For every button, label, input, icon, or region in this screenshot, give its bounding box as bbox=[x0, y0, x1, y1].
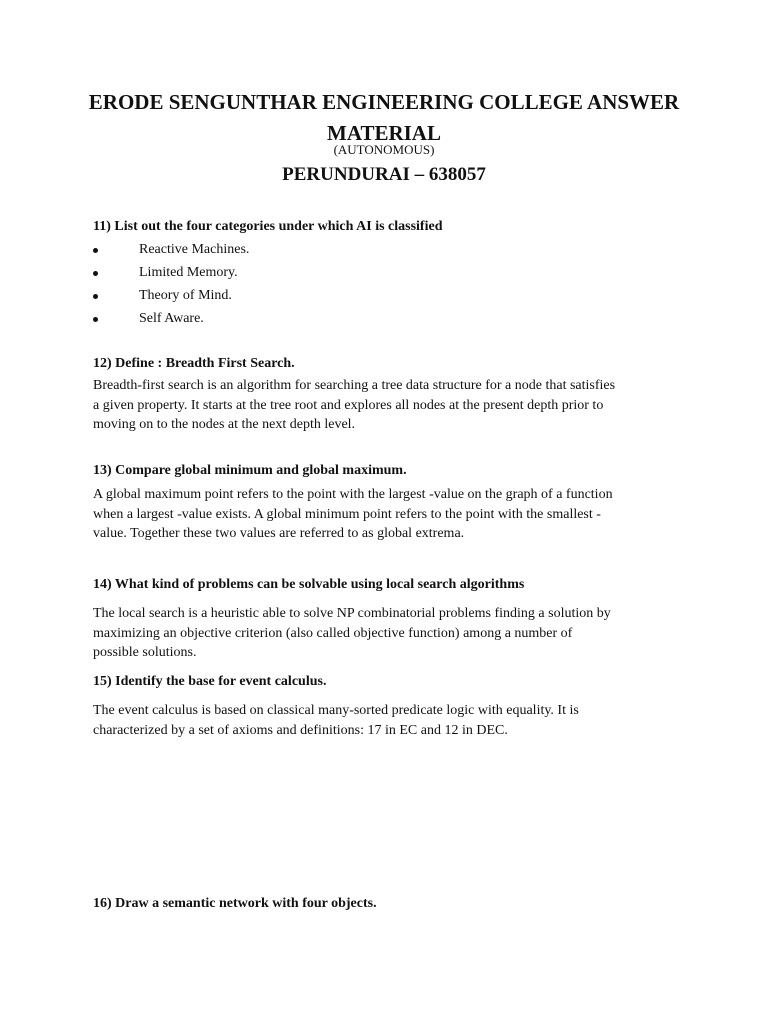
answer-line: A global maximum point refers to the point with the largest -value on the graph of a function bbox=[93, 487, 613, 502]
question-12-heading: 12) Define : Breadth First Search. bbox=[93, 356, 295, 371]
list-item bbox=[93, 238, 249, 261]
answer-line: The local search is a heuristic able to solve NP combinatorial problems finding a solution by bbox=[93, 606, 611, 621]
question-13-heading: 13) Compare global minimum and global maximum. bbox=[93, 463, 407, 478]
answer-line: The event calculus is based on classical many-sorted predicate logic with equality. It is bbox=[93, 703, 579, 718]
question-12-answer bbox=[93, 376, 683, 435]
list-item bbox=[93, 284, 249, 307]
bullet-icon bbox=[93, 317, 98, 322]
answer-line: when a largest -value exists. A global minimum point refers to the point with the smallest - bbox=[93, 506, 601, 522]
question-15-answer bbox=[93, 701, 683, 740]
answer-line: maximizing an objective criterion (also called objective function) among a number of bbox=[93, 625, 573, 641]
bullet-text: Theory of Mind. bbox=[139, 288, 232, 303]
bullet-icon bbox=[93, 294, 98, 299]
answer-line: Breadth-first search is an algorithm for searching a tree data structure for a node that satisfies bbox=[93, 378, 616, 393]
question-14-heading: 14) What kind of problems can be solvable using local search algorithms bbox=[93, 577, 525, 592]
answer-line: a given property. It starts at the tree root and explores all nodes at the present depth prior to bbox=[93, 397, 604, 413]
answer-line: possible solutions. bbox=[93, 645, 197, 660]
bullet-icon bbox=[93, 271, 98, 276]
list-item bbox=[93, 307, 249, 330]
bullet-icon bbox=[93, 248, 98, 253]
question-15-heading: 15) Identify the base for event calculus. bbox=[93, 674, 327, 689]
list-item bbox=[93, 261, 249, 284]
answer-line: value. Together these two values are referred to as global extrema. bbox=[93, 526, 465, 541]
question-14-answer bbox=[93, 604, 683, 663]
question-11-heading: 11) List out the four categories under which AI is classified bbox=[93, 219, 443, 234]
bullet-text: Self Aware. bbox=[139, 311, 204, 326]
answer-line: moving on to the nodes at the next depth level. bbox=[93, 417, 356, 432]
question-11-bullet-list bbox=[93, 238, 249, 330]
question-13-answer bbox=[93, 485, 683, 544]
document-title: ERODE SENGUNTHAR ENGINEERING COLLEGE ANSWER MATERIAL bbox=[88, 90, 680, 145]
document-location: PERUNDURAI – 638057 bbox=[282, 164, 486, 185]
question-16-heading: 16) Draw a semantic network with four objects. bbox=[93, 896, 377, 911]
document-subtitle: (AUTONOMOUS) bbox=[333, 142, 435, 157]
bullet-text: Reactive Machines. bbox=[139, 242, 250, 257]
bullet-text: Limited Memory. bbox=[139, 265, 238, 280]
answer-line: characterized by a set of axioms and definitions: 17 in EC and 12 in DEC. bbox=[93, 722, 508, 738]
